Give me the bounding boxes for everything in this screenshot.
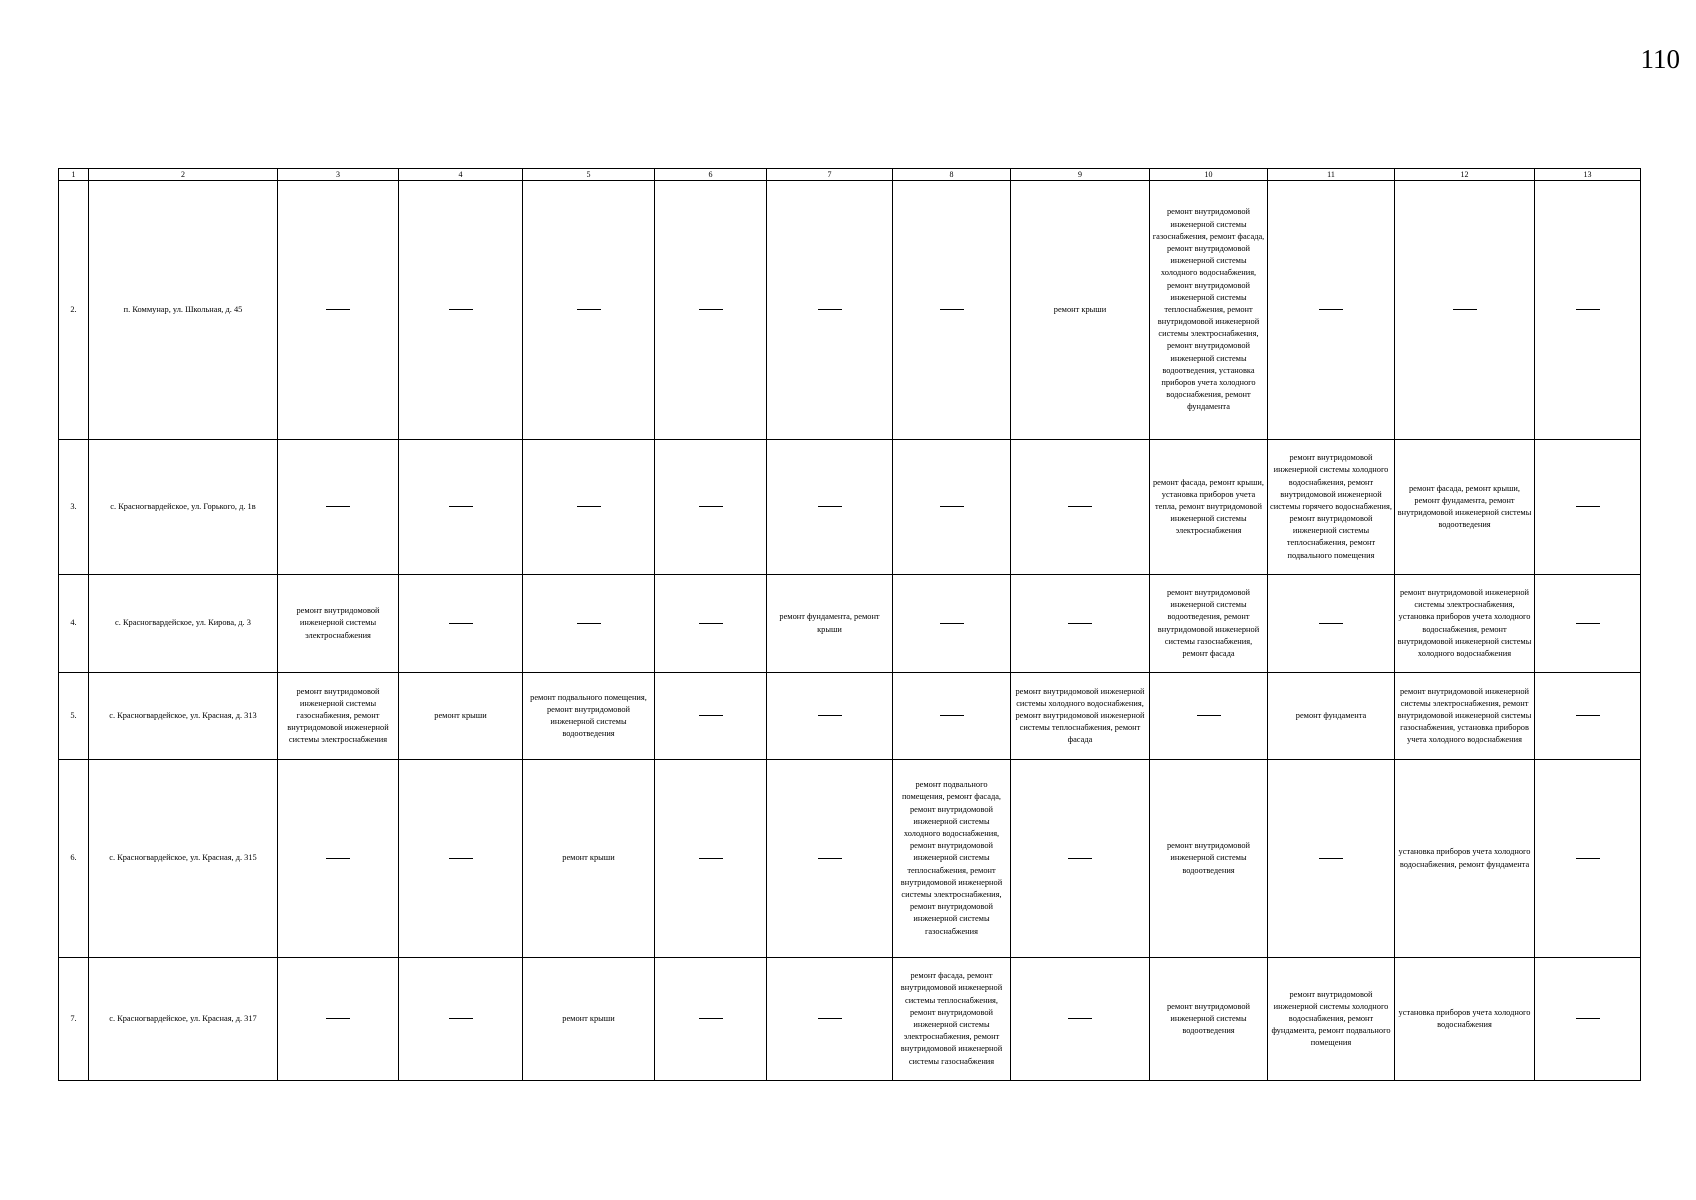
page-number: 110 xyxy=(1640,44,1680,74)
empty-dash-cell xyxy=(893,181,1011,440)
work-cell: ремонт внутридомовой инженерной системы газоснабжения, ремонт внутридомовой инженерной системы электроснабжения xyxy=(278,673,399,760)
header-cell: 3 xyxy=(278,169,399,181)
address-cell: п. Коммунар, ул. Школьная, д. 45 xyxy=(89,181,278,440)
empty-dash-cell xyxy=(1535,181,1641,440)
empty-dash-cell xyxy=(1011,440,1150,575)
dash-mark xyxy=(449,858,473,859)
dash-mark xyxy=(1319,858,1343,859)
empty-dash-cell xyxy=(767,760,893,958)
empty-dash-cell xyxy=(767,958,893,1081)
empty-dash-cell xyxy=(1150,673,1268,760)
empty-dash-cell xyxy=(655,181,767,440)
dash-mark xyxy=(1576,623,1600,624)
row-number: 3. xyxy=(59,440,89,575)
work-cell: ремонт внутридомовой инженерной системы водоотведения xyxy=(1150,958,1268,1081)
dash-mark xyxy=(1453,309,1477,310)
dash-mark xyxy=(818,858,842,859)
empty-dash-cell xyxy=(1011,760,1150,958)
dash-mark xyxy=(1068,623,1092,624)
dash-mark xyxy=(1068,506,1092,507)
table-header-row xyxy=(59,169,1641,181)
row-number: 5. xyxy=(59,673,89,760)
header-cell: 11 xyxy=(1268,169,1395,181)
work-cell: ремонт крыши xyxy=(523,958,655,1081)
address-cell: с. Красногвардейское, ул. Красная, д. 317 xyxy=(89,958,278,1081)
empty-dash-cell xyxy=(655,958,767,1081)
dash-mark xyxy=(699,623,723,624)
empty-dash-cell xyxy=(399,958,523,1081)
dash-mark xyxy=(818,309,842,310)
table-row xyxy=(59,673,1641,760)
dash-mark xyxy=(1319,623,1343,624)
work-cell: ремонт фасада, ремонт крыши, установка приборов учета тепла, ремонт внутридомовой инженерной системы электроснабжения xyxy=(1150,440,1268,575)
work-cell: ремонт внутридомовой инженерной системы электроснабжения, ремонт внутридомовой инженерной системы газоснабжения, установка приборов учета холодного водоснабжения xyxy=(1395,673,1535,760)
dash-mark xyxy=(1197,715,1221,716)
work-cell: ремонт внутридомовой инженерной системы газоснабжения, ремонт фасада, ремонт внутридомовой инженерной системы холодного водоснабжения, ремонт внутридомовой инженерной системы теплоснабжения, ремонт внутридомовой инженерной системы электроснабжения, ремонт внутридомовой инженерной системы водоотведения, установка приборов учета холодного водоснабжения, ремонт фундамента xyxy=(1150,181,1268,440)
empty-dash-cell xyxy=(523,440,655,575)
work-cell: ремонт подвального помещения, ремонт фасада, ремонт внутридомовой инженерной системы холодного водоснабжения, ремонт внутридомовой инженерной системы теплоснабжения, ремонт внутридомовой инженерной системы электроснабжения, ремонт внутридомовой инженерной системы газоснабжения xyxy=(893,760,1011,958)
dash-mark xyxy=(940,715,964,716)
empty-dash-cell xyxy=(399,575,523,673)
dash-mark xyxy=(326,1018,350,1019)
dash-mark xyxy=(449,506,473,507)
header-cell: 2 xyxy=(89,169,278,181)
work-cell: установка приборов учета холодного водоснабжения, ремонт фундамента xyxy=(1395,760,1535,958)
dash-mark xyxy=(699,715,723,716)
work-cell: ремонт внутридомовой инженерной системы электроснабжения, установка приборов учета холодного водоснабжения, ремонт внутридомовой инженерной системы холодного водоснабжения xyxy=(1395,575,1535,673)
empty-dash-cell xyxy=(278,440,399,575)
address-cell: с. Красногвардейское, ул. Кирова, д. 3 xyxy=(89,575,278,673)
dash-mark xyxy=(1068,1018,1092,1019)
header-cell: 8 xyxy=(893,169,1011,181)
empty-dash-cell xyxy=(523,575,655,673)
dash-mark xyxy=(818,715,842,716)
header-cell: 5 xyxy=(523,169,655,181)
work-cell: ремонт внутридомовой инженерной системы водоотведения, ремонт внутридомовой инженерной системы газоснабжения, ремонт фасада xyxy=(1150,575,1268,673)
dash-mark xyxy=(1576,309,1600,310)
work-cell: ремонт крыши xyxy=(1011,181,1150,440)
dash-mark xyxy=(1576,715,1600,716)
empty-dash-cell xyxy=(278,958,399,1081)
work-cell: ремонт внутридомовой инженерной системы холодного водоснабжения, ремонт фундамента, ремонт подвального помещения xyxy=(1268,958,1395,1081)
dash-mark xyxy=(577,506,601,507)
dash-mark xyxy=(326,858,350,859)
dash-mark xyxy=(1319,309,1343,310)
empty-dash-cell xyxy=(893,575,1011,673)
table-row xyxy=(59,181,1641,440)
header-cell: 10 xyxy=(1150,169,1268,181)
header-cell: 7 xyxy=(767,169,893,181)
dash-mark xyxy=(1576,506,1600,507)
dash-mark xyxy=(818,1018,842,1019)
work-cell: ремонт внутридомовой инженерной системы электроснабжения xyxy=(278,575,399,673)
dash-mark xyxy=(699,309,723,310)
work-cell: ремонт внутридомовой инженерной системы водоотведения xyxy=(1150,760,1268,958)
dash-mark xyxy=(699,858,723,859)
table-row xyxy=(59,760,1641,958)
table-row xyxy=(59,958,1641,1081)
empty-dash-cell xyxy=(278,760,399,958)
dash-mark xyxy=(818,506,842,507)
table-row xyxy=(59,440,1641,575)
header-cell: 4 xyxy=(399,169,523,181)
dash-mark xyxy=(326,506,350,507)
empty-dash-cell xyxy=(1268,181,1395,440)
header-cell: 9 xyxy=(1011,169,1150,181)
work-cell: ремонт подвального помещения, ремонт внутридомовой инженерной системы водоотведения xyxy=(523,673,655,760)
row-number: 6. xyxy=(59,760,89,958)
dash-mark xyxy=(449,309,473,310)
empty-dash-cell xyxy=(1268,575,1395,673)
empty-dash-cell xyxy=(399,440,523,575)
address-cell: с. Красногвардейское, ул. Красная, д. 315 xyxy=(89,760,278,958)
work-cell: ремонт внутридомовой инженерной системы холодного водоснабжения, ремонт внутридомовой инженерной системы теплоснабжения, ремонт фасада xyxy=(1011,673,1150,760)
work-cell: ремонт крыши xyxy=(399,673,523,760)
work-cell: ремонт внутридомовой инженерной системы холодного водоснабжения, ремонт внутридомовой инженерной системы горячего водоснабжения, ремонт внутридомовой инженерной системы теплоснабжения, ремонт подвального помещения xyxy=(1268,440,1395,575)
dash-mark xyxy=(577,623,601,624)
header-cell: 1 xyxy=(59,169,89,181)
address-cell: с. Красногвардейское, ул. Горького, д. 1в xyxy=(89,440,278,575)
empty-dash-cell xyxy=(655,440,767,575)
dash-mark xyxy=(699,506,723,507)
work-cell: ремонт фундамента, ремонт крыши xyxy=(767,575,893,673)
work-cell: ремонт фасада, ремонт внутридомовой инженерной системы теплоснабжения, ремонт внутридомовой инженерной системы электроснабжения, ремонт внутридомовой инженерной системы газоснабжения xyxy=(893,958,1011,1081)
dash-mark xyxy=(1576,1018,1600,1019)
row-number: 2. xyxy=(59,181,89,440)
empty-dash-cell xyxy=(523,181,655,440)
empty-dash-cell xyxy=(1535,440,1641,575)
empty-dash-cell xyxy=(767,181,893,440)
empty-dash-cell xyxy=(767,673,893,760)
empty-dash-cell xyxy=(1535,673,1641,760)
empty-dash-cell xyxy=(278,181,399,440)
work-cell: ремонт крыши xyxy=(523,760,655,958)
work-cell: ремонт фасада, ремонт крыши, ремонт фундамента, ремонт внутридомовой инженерной системы водоотведения xyxy=(1395,440,1535,575)
empty-dash-cell xyxy=(399,181,523,440)
empty-dash-cell xyxy=(1535,760,1641,958)
header-cell: 6 xyxy=(655,169,767,181)
empty-dash-cell xyxy=(399,760,523,958)
empty-dash-cell xyxy=(1268,760,1395,958)
row-number: 4. xyxy=(59,575,89,673)
empty-dash-cell xyxy=(1011,575,1150,673)
empty-dash-cell xyxy=(1535,575,1641,673)
empty-dash-cell xyxy=(893,440,1011,575)
dash-mark xyxy=(699,1018,723,1019)
address-cell: с. Красногвардейское, ул. Красная, д. 313 xyxy=(89,673,278,760)
empty-dash-cell xyxy=(1535,958,1641,1081)
empty-dash-cell xyxy=(1395,181,1535,440)
dash-mark xyxy=(449,1018,473,1019)
empty-dash-cell xyxy=(655,575,767,673)
dash-mark xyxy=(449,623,473,624)
dash-mark xyxy=(940,623,964,624)
dash-mark xyxy=(940,309,964,310)
dash-mark xyxy=(1576,858,1600,859)
empty-dash-cell xyxy=(655,673,767,760)
header-cell: 12 xyxy=(1395,169,1535,181)
repair-table xyxy=(58,168,1641,1081)
dash-mark xyxy=(940,506,964,507)
dash-mark xyxy=(1068,858,1092,859)
work-cell: ремонт фундамента xyxy=(1268,673,1395,760)
empty-dash-cell xyxy=(655,760,767,958)
dash-mark xyxy=(577,309,601,310)
empty-dash-cell xyxy=(893,673,1011,760)
header-cell: 13 xyxy=(1535,169,1641,181)
empty-dash-cell xyxy=(767,440,893,575)
empty-dash-cell xyxy=(1011,958,1150,1081)
row-number: 7. xyxy=(59,958,89,1081)
dash-mark xyxy=(326,309,350,310)
work-cell: установка приборов учета холодного водоснабжения xyxy=(1395,958,1535,1081)
table-row xyxy=(59,575,1641,673)
